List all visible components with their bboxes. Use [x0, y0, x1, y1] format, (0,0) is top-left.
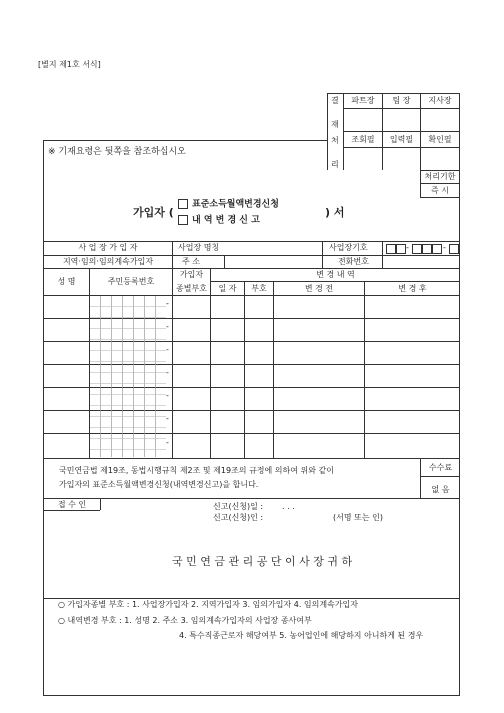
col-code: 부호	[251, 284, 267, 293]
processing-label: 처리기한	[424, 172, 456, 181]
statement-line-1: 국민연금법 제19조, 동법시행규칙 제2조 및 제19조의 규정에 의하여 위와 같이	[59, 466, 334, 475]
approval-check: 확인필	[428, 135, 452, 144]
approval-check: 조회필	[351, 135, 375, 144]
title-option-1: 표준소득월액변경신청	[192, 199, 279, 210]
col-name: 성 명	[57, 277, 76, 286]
approval-role: 지사장	[428, 96, 452, 105]
workplace-member-label: 사 업 장 가 입 자	[78, 243, 138, 252]
title-prefix: 가입자 (	[133, 206, 174, 219]
approval-check: 입력필	[389, 135, 414, 144]
col-change-details: 변 경 내 역	[316, 270, 355, 279]
notes-member-type: ○ 가입자종별 부호 : 1. 사업장가입자 2. 지역가입자 3. 임의가입자 4. 임의계속가입자	[58, 600, 359, 609]
title-suffix: ) 서	[325, 206, 345, 219]
workplace-code-label: 사업장기호	[329, 243, 368, 252]
reporter-sign[interactable]: (서명 또는 인)	[333, 513, 383, 522]
col-member-type-bottom: 종별부호	[176, 284, 207, 293]
processing-value: 즉 시	[431, 186, 449, 195]
form-label: [별지 제1호 서식]	[38, 60, 101, 69]
fee-value: 없 음	[431, 485, 450, 494]
fee-label: 수수료	[428, 463, 453, 472]
regional-member-label: 지역·임의·임의계속가입자	[62, 257, 154, 266]
details-change-checkbox[interactable]	[178, 215, 188, 225]
phone-label: 전화번호	[338, 257, 369, 266]
approval-char: 재	[331, 120, 339, 129]
standard-income-checkbox[interactable]	[178, 199, 188, 209]
approval-role: 파트장	[351, 96, 375, 105]
col-after: 변 경 후	[398, 284, 427, 293]
instruction-note: ※ 기재요령은 뒷쪽을 참조하십시오	[48, 147, 186, 157]
col-date: 일 자	[218, 284, 237, 293]
approval-char: 결	[331, 96, 339, 105]
statement-line-2: 가입자의 표준소득월액변경신청(내역변경신고)을 합니다.	[59, 480, 259, 489]
approval-role: 팀 장	[392, 96, 411, 105]
report-date-value[interactable]: . . .	[282, 502, 295, 511]
notes-change-code: ○ 내역변경 부호 : 1. 성명 2. 주소 3. 임의계속가입자의 사업장 종사여부	[58, 616, 312, 625]
receipt-stamp-label: 접 수 인	[57, 500, 87, 509]
col-before: 변 경 전	[304, 284, 334, 293]
col-resident-no: 주민등록번호	[107, 277, 155, 286]
approval-char: 처	[331, 136, 339, 145]
addressee: 국 민 연 금 관 리 공 단 이 사 장 귀 하	[172, 555, 353, 568]
col-member-type-top: 가입자	[179, 270, 204, 279]
address-label: 주 소	[182, 257, 200, 266]
notes-change-code-cont: 4. 특수직종근로자 해당여부 5. 농어업인에 해당하지 아니하게 된 경우	[179, 631, 424, 640]
report-date-label: 신고(신청)일 :	[213, 502, 264, 511]
title-option-2: 내 역 변 경 신 고	[192, 215, 260, 226]
approval-char: 리	[331, 160, 339, 169]
workplace-name-label: 사업장 명칭	[178, 243, 220, 252]
reporter-label: 신고(신청)인 :	[213, 513, 264, 522]
